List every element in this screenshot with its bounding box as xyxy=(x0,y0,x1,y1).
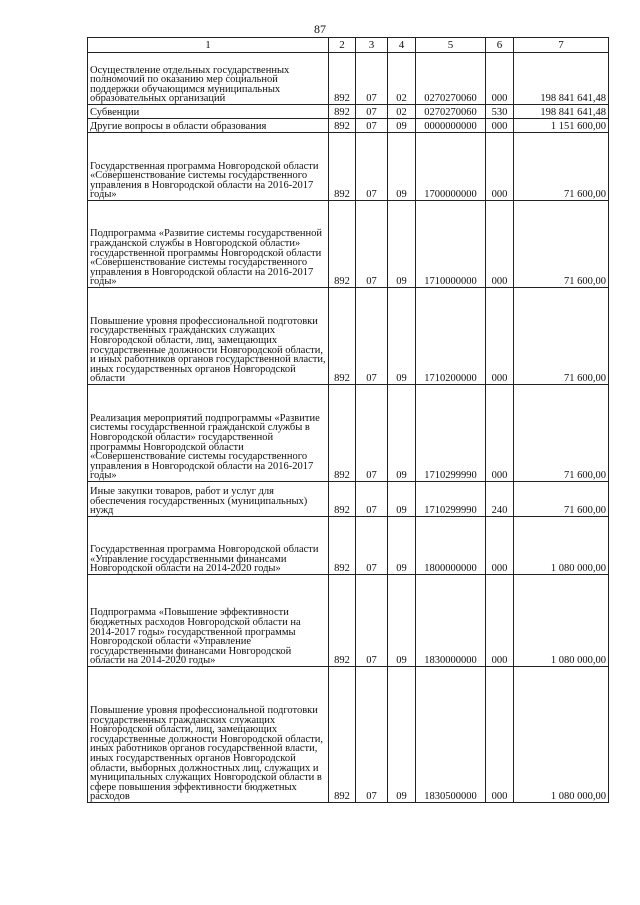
row-expense-type: 000 xyxy=(486,133,514,201)
row-admin-code: 892 xyxy=(329,119,356,133)
row-name: Осуществление отдельных государственных полномочий по оказанию мер социальной поддержки обучающимся муниципальных образовательных организаций xyxy=(88,53,329,105)
row-name: Другие вопросы в области образования xyxy=(88,119,329,133)
table-body xyxy=(88,38,609,803)
row-section: 07 xyxy=(356,105,388,119)
row-amount: 1 151 600,00 xyxy=(514,119,609,133)
table-row xyxy=(88,105,609,119)
column-header: 2 xyxy=(329,38,356,53)
row-admin-code: 892 xyxy=(329,201,356,288)
row-expense-type: 000 xyxy=(486,201,514,288)
row-section: 07 xyxy=(356,288,388,385)
row-name: Государственная программа Новгородской области «Управление государственными финансами Новгородской области на 2014-2020 годы» xyxy=(88,517,329,575)
row-subsection: 09 xyxy=(388,385,416,482)
column-header: 1 xyxy=(88,38,329,53)
row-amount: 1 080 000,00 xyxy=(514,575,609,667)
row-name: Субвенции xyxy=(88,105,329,119)
row-admin-code: 892 xyxy=(329,105,356,119)
row-target-code: 1710000000 xyxy=(416,201,486,288)
row-section: 07 xyxy=(356,517,388,575)
row-target-code: 1800000000 xyxy=(416,517,486,575)
row-admin-code: 892 xyxy=(329,288,356,385)
column-header: 5 xyxy=(416,38,486,53)
row-target-code: 0000000000 xyxy=(416,119,486,133)
table-row xyxy=(88,385,609,482)
row-admin-code: 892 xyxy=(329,133,356,201)
row-amount: 71 600,00 xyxy=(514,288,609,385)
row-expense-type: 000 xyxy=(486,53,514,105)
budget-table xyxy=(87,37,609,803)
row-name: Подпрограмма «Развитие системы государственной гражданской службы в Новгородской области» государственной программы Новгородской области «Совершенствование системы государственного управления в Новгородской области на 2016-2017 годы» xyxy=(88,201,329,288)
table-row xyxy=(88,119,609,133)
row-expense-type: 000 xyxy=(486,517,514,575)
row-expense-type: 240 xyxy=(486,482,514,517)
row-subsection: 09 xyxy=(388,517,416,575)
column-header: 3 xyxy=(356,38,388,53)
row-target-code: 1700000000 xyxy=(416,133,486,201)
row-amount: 71 600,00 xyxy=(514,482,609,517)
row-target-code: 0270270060 xyxy=(416,53,486,105)
row-subsection: 09 xyxy=(388,288,416,385)
row-subsection: 09 xyxy=(388,133,416,201)
table-row xyxy=(88,482,609,517)
row-target-code: 1830000000 xyxy=(416,575,486,667)
row-target-code: 0270270060 xyxy=(416,105,486,119)
row-section: 07 xyxy=(356,385,388,482)
row-target-code: 1710200000 xyxy=(416,288,486,385)
row-subsection: 09 xyxy=(388,667,416,803)
row-target-code: 1830500000 xyxy=(416,667,486,803)
row-admin-code: 892 xyxy=(329,575,356,667)
row-name: Реализация мероприятий подпрограммы «Развитие системы государственной гражданской службы в Новгородской области» государственной программы Новгородской области «Совершенствование системы государственного управления в Новгородской области на 2016-2017 годы» xyxy=(88,385,329,482)
row-expense-type: 000 xyxy=(486,288,514,385)
row-amount: 1 080 000,00 xyxy=(514,667,609,803)
row-amount: 198 841 641,48 xyxy=(514,105,609,119)
row-amount: 1 080 000,00 xyxy=(514,517,609,575)
row-admin-code: 892 xyxy=(329,385,356,482)
row-subsection: 09 xyxy=(388,575,416,667)
row-name: Подпрограмма «Повышение эффективности бюджетных расходов Новгородской области на 2014-2017 годы» государственной программы Новгородской области «Управление государственными финансами Новгородской области на 2014-2020 годы» xyxy=(88,575,329,667)
row-admin-code: 892 xyxy=(329,667,356,803)
row-expense-type: 000 xyxy=(486,575,514,667)
row-name: Повышение уровня профессиональной подготовки государственных гражданских служащих Новгородской области, лиц, замещающих государственные должности Новгородской области, иных работников органов государственной власти, иных государственных органов Новгородской области, выборных должностных лиц, служащих и муниципальных служащих Новгородской области в сфере повышения эффективности бюджетных расходов xyxy=(88,667,329,803)
row-section: 07 xyxy=(356,53,388,105)
row-section: 07 xyxy=(356,667,388,803)
row-amount: 71 600,00 xyxy=(514,385,609,482)
table-row xyxy=(88,53,609,105)
row-section: 07 xyxy=(356,119,388,133)
table-row xyxy=(88,201,609,288)
row-expense-type: 000 xyxy=(486,119,514,133)
row-admin-code: 892 xyxy=(329,482,356,517)
row-section: 07 xyxy=(356,575,388,667)
row-amount: 71 600,00 xyxy=(514,201,609,288)
row-name: Государственная программа Новгородской области «Совершенствование системы государственного управления в Новгородской области на 2016-2017 годы» xyxy=(88,133,329,201)
row-expense-type: 000 xyxy=(486,385,514,482)
header-row xyxy=(88,38,609,53)
table-row xyxy=(88,517,609,575)
row-subsection: 09 xyxy=(388,482,416,517)
column-header: 6 xyxy=(486,38,514,53)
row-subsection: 09 xyxy=(388,201,416,288)
column-header: 4 xyxy=(388,38,416,53)
row-name: Иные закупки товаров, работ и услуг для обеспечения государственных (муниципальных) нужд xyxy=(88,482,329,517)
page-number: 87 xyxy=(314,22,326,36)
row-subsection: 09 xyxy=(388,119,416,133)
row-admin-code: 892 xyxy=(329,517,356,575)
row-amount: 198 841 641,48 xyxy=(514,53,609,105)
row-amount: 71 600,00 xyxy=(514,133,609,201)
row-subsection: 02 xyxy=(388,53,416,105)
row-expense-type: 000 xyxy=(486,667,514,803)
table-row xyxy=(88,288,609,385)
row-admin-code: 892 xyxy=(329,53,356,105)
row-subsection: 02 xyxy=(388,105,416,119)
row-section: 07 xyxy=(356,482,388,517)
row-section: 07 xyxy=(356,201,388,288)
row-expense-type: 530 xyxy=(486,105,514,119)
column-header: 7 xyxy=(514,38,609,53)
row-target-code: 1710299990 xyxy=(416,482,486,517)
table-row xyxy=(88,575,609,667)
row-target-code: 1710299990 xyxy=(416,385,486,482)
row-section: 07 xyxy=(356,133,388,201)
row-name: Повышение уровня профессиональной подготовки государственных гражданских служащих Новгородской области, лиц, замещающих государственные должности Новгородской области, и иных работников органов государственной власти, иных государственных органов Новгородской области xyxy=(88,288,329,385)
table-row xyxy=(88,133,609,201)
table-row xyxy=(88,667,609,803)
